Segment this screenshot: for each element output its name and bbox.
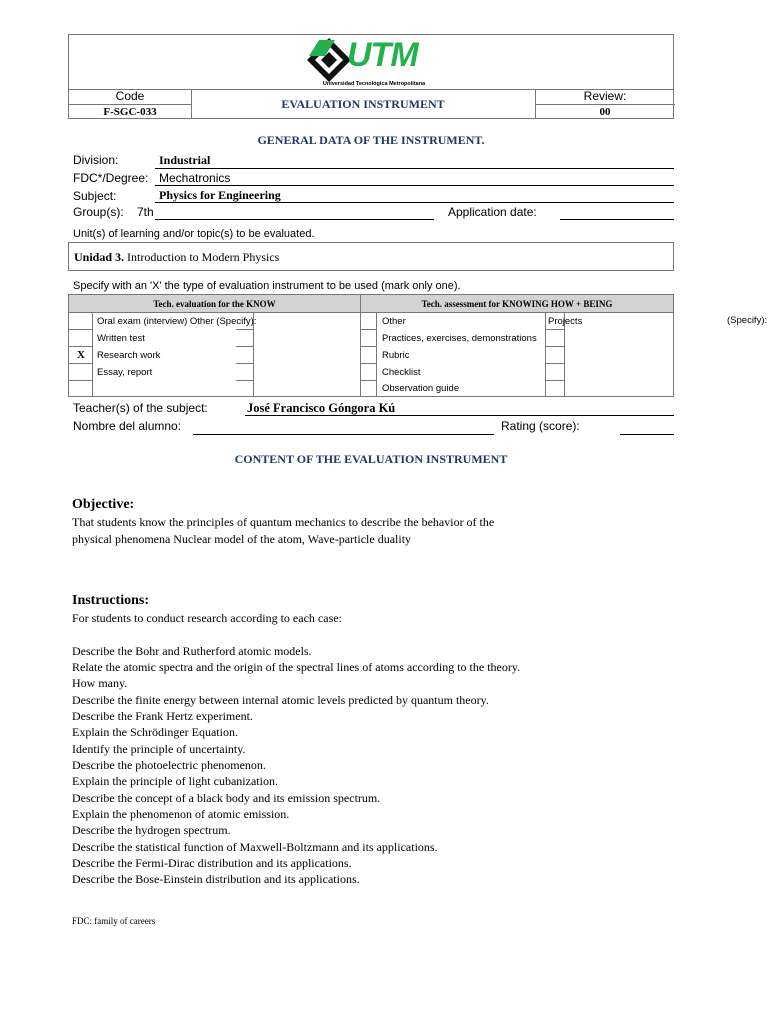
logo-text: UTM xyxy=(347,36,418,74)
units-label: Unit(s) of learning and/or topic(s) to be evaluated. xyxy=(73,228,315,240)
know-item-label: Essay, report xyxy=(97,367,153,378)
teacher-value: José Francisco Góngora Kú xyxy=(247,401,396,415)
footnote: FDC: family of careers xyxy=(72,916,156,926)
application-date-field[interactable] xyxy=(560,219,674,220)
groups-label: Group(s): xyxy=(73,205,124,219)
instruction-item: Explain the Schrödinger Equation. xyxy=(72,725,238,739)
know-extra-cell[interactable] xyxy=(236,347,254,364)
utm-logo xyxy=(305,38,445,88)
header-box xyxy=(68,34,674,119)
knowing-mark-cell[interactable] xyxy=(361,381,377,397)
unit-box xyxy=(68,242,674,271)
groups-underline xyxy=(155,219,434,220)
rating-label: Rating (score): xyxy=(501,419,580,433)
instruction-item: Describe the Bohr and Rutherford atomic models. xyxy=(72,644,312,658)
student-label: Nombre del alumno: xyxy=(73,419,182,433)
know-mark-cell[interactable] xyxy=(69,313,93,330)
instruction-item: Relate the atomic spectra and the origin of the spectral lines of atoms according to the theory. xyxy=(72,660,521,674)
application-date-label: Application date: xyxy=(448,205,537,219)
document-title: EVALUATION INSTRUMENT xyxy=(281,97,445,111)
instruction-item: Describe the Frank Hertz experiment. xyxy=(72,709,253,723)
degree-value: Mechatronics xyxy=(159,171,231,185)
knowing-extra-cell[interactable] xyxy=(545,330,565,347)
logo-emblem-icon xyxy=(305,38,353,82)
groups-value: 7th xyxy=(137,205,154,219)
knowing-item-label: Checklist xyxy=(382,367,421,378)
knowing-header: Tech. assessment for KNOWING HOW + BEING xyxy=(361,295,673,313)
know-mark-cell[interactable] xyxy=(69,381,93,397)
division-underline xyxy=(155,168,674,169)
logo-subtitle: Universidad Tecnológica Metropolitana xyxy=(322,81,426,87)
instruction-item: Describe the photoelectric phenomenon. xyxy=(72,758,266,772)
teacher-label: Teacher(s) of the subject: xyxy=(73,401,208,415)
know-item-label: Written test xyxy=(97,333,145,344)
student-name-field[interactable] xyxy=(193,434,494,435)
know-mark-cell[interactable] xyxy=(69,330,93,347)
know-extra-cell[interactable] xyxy=(236,381,254,397)
knowing-mark-cell[interactable] xyxy=(361,330,377,347)
instructions-intro: For students to conduct research according to each case: xyxy=(72,611,342,625)
knowing-item-label: Other xyxy=(382,316,406,327)
code-value: F-SGC-033 xyxy=(103,106,157,118)
knowing-item-label: Observation guide xyxy=(382,383,460,394)
objective-line: physical phenomena Nuclear model of the atom, Wave-particle duality xyxy=(72,532,412,546)
knowing-mark-cell[interactable] xyxy=(361,313,377,330)
know-extra-cell[interactable] xyxy=(236,364,254,381)
knowing-item-label: Practices, exercises, demonstrations xyxy=(382,333,537,344)
instruction-item: Describe the Fermi-Dirac distribution and its applications. xyxy=(72,856,352,870)
rating-field[interactable] xyxy=(620,434,674,435)
degree-underline xyxy=(155,185,674,186)
unit-text xyxy=(74,250,279,265)
instruction-item: Describe the hydrogen spectrum. xyxy=(72,823,231,837)
objective-title: Objective: xyxy=(72,497,135,512)
know-item-label: Oral exam (interview) Other (Specify): xyxy=(97,316,257,327)
objective-line: That students know the principles of quantum mechanics to describe the behavior of the xyxy=(72,515,495,529)
instruction-item: Describe the finite energy between internal atomic levels predicted by quantum theory. xyxy=(72,693,489,707)
content-title: CONTENT OF THE EVALUATION INSTRUMENT xyxy=(234,452,508,466)
subject-label: Subject: xyxy=(73,189,117,203)
know-item-label: Research work xyxy=(97,350,161,361)
subject-value: Physics for Engineering xyxy=(159,188,281,202)
degree-label: FDC*/Degree: xyxy=(73,171,149,185)
specify-text: Specify with an 'X' the type of evaluation instrument to be used (mark only one). xyxy=(73,280,461,292)
knowing-mark-cell[interactable] xyxy=(361,364,377,381)
review-value: 00 xyxy=(599,106,611,118)
division-value: Industrial xyxy=(159,153,211,167)
instruction-item: Describe the concept of a black body and its emission spectrum. xyxy=(72,791,381,805)
unit-number: Unidad 3. xyxy=(74,250,125,264)
know-header: Tech. evaluation for the KNOW xyxy=(69,295,361,313)
know-extra-cell[interactable] xyxy=(236,330,254,347)
division-label: Division: xyxy=(73,153,119,167)
instruction-item: Describe the statistical function of Maxwell-Boltzmann and its applications. xyxy=(72,840,438,854)
technique-table xyxy=(68,294,674,397)
know-mark: X xyxy=(77,349,85,361)
projects-label: Projects xyxy=(548,316,583,327)
instruction-item: Explain the principle of light cubanization. xyxy=(72,774,278,788)
teacher-underline xyxy=(245,415,674,416)
knowing-extra-cell[interactable] xyxy=(545,347,565,364)
general-data-title: GENERAL DATA OF THE INSTRUMENT. xyxy=(257,133,485,147)
knowing-extra-cell[interactable] xyxy=(545,364,565,381)
know-mark-cell[interactable] xyxy=(69,364,93,381)
instruction-item: Explain the phenomenon of atomic emission. xyxy=(72,807,290,821)
unit-topic: Introduction to Modern Physics xyxy=(124,250,280,264)
knowing-extra-cell[interactable] xyxy=(545,381,565,397)
knowing-mark-cell[interactable] xyxy=(361,347,377,364)
subject-underline xyxy=(155,202,674,203)
review-label: Review: xyxy=(583,89,627,103)
instructions-title: Instructions: xyxy=(72,593,150,608)
instruction-item: Describe the Bose-Einstein distribution and its applications. xyxy=(72,872,360,886)
instruction-item: How many. xyxy=(72,676,128,690)
code-label: Code xyxy=(115,89,145,103)
projects-specify-label: (Specify): xyxy=(727,315,768,326)
instruction-item: Identify the principle of uncertainty. xyxy=(72,742,246,756)
knowing-item-label: Rubric xyxy=(382,350,410,361)
